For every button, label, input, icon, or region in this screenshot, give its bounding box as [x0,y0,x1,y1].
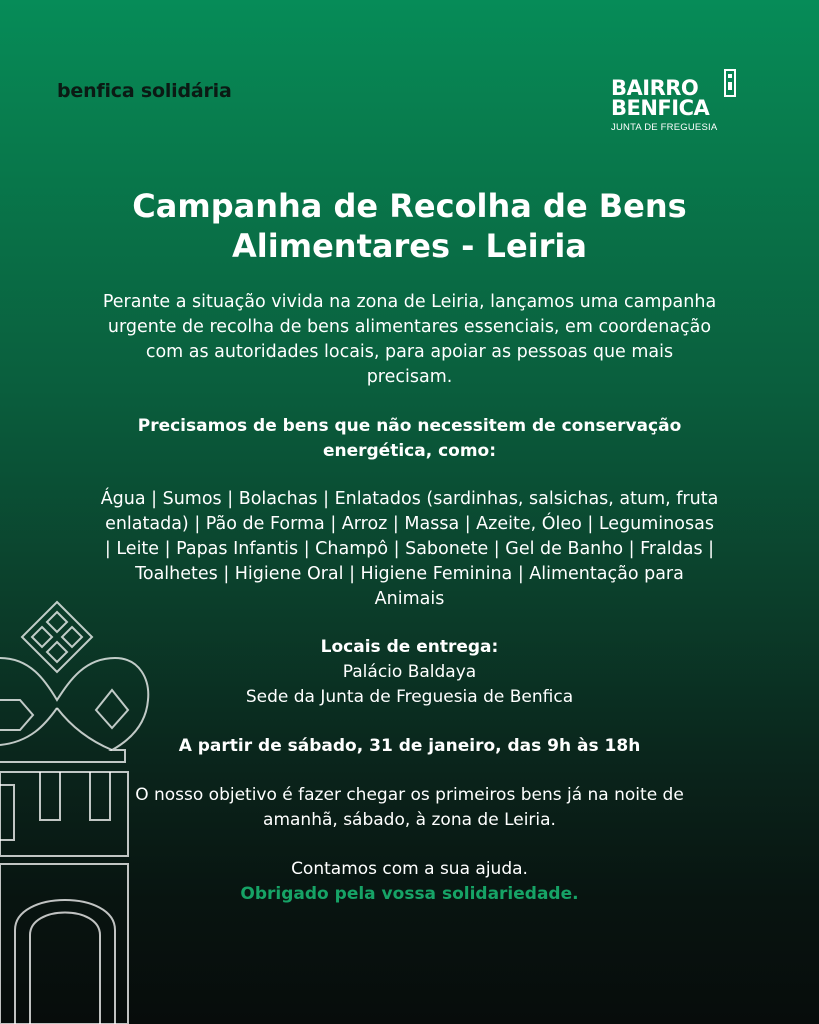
items-line: Toalhetes | Higiene Oral | Higiene Feminina | Alimentação para [135,564,684,584]
intro-line: com as autoridades locais, para apoiar as pessoas que mais [145,342,674,362]
items-line: | Leite | Papas Infantis | Champô | Sabonete | Gel de Banho | Fraldas | [104,539,715,559]
intro-line: urgente de recolha de bens alimentares essenciais, em coordenação [107,317,712,337]
needs-heading-line: Precisamos de bens que não necessitem de conservação [137,416,682,436]
thanks-line: Obrigado pela vossa solidariedade. [240,884,579,904]
items-line: Animais [374,589,445,609]
schedule: A partir de sábado, 31 de janeiro, das 9h às 18h [178,736,641,756]
intro-line: Perante a situação vivida na zona de Leiria, lançamos uma campanha [102,292,717,312]
delivery-place: Sede da Junta de Freguesia de Benfica [245,687,574,707]
title-line: Alimentares - Leiria [232,227,587,265]
items-list [40,487,779,612]
intro-paragraph [40,290,779,390]
title-line: Campanha de Recolha de Bens [132,187,687,225]
logo-line-3: JUNTA DE FREGUESIA [611,122,718,133]
items-line: Água | Sumos | Bolachas | Enlatados (sardinhas, salsichas, atum, fruta [100,489,719,509]
goal-line: amanhã, sábado, à zona de Leiria. [263,810,556,830]
intro-line: precisam. [366,367,453,387]
closing-line: Contamos com a sua ajuda. [291,859,528,879]
page-title [60,186,759,266]
items-line: enlatada) | Pão de Forma | Arroz | Massa | Azeite, Óleo | Leguminosas [105,514,714,534]
goal-line: O nosso objetivo é fazer chegar os primeiros bens já na noite de [135,785,684,805]
needs-heading-line: energética, como: [322,441,497,461]
delivery-place: Palácio Baldaya [342,662,477,682]
needs-heading [40,414,779,464]
brand-name: benfica solidária [57,80,232,102]
bairro-benfica-logo [611,68,741,134]
benfica-emblem-decoration-icon [0,600,160,1024]
tower-icon [723,68,737,98]
delivery-heading: Locais de entrega: [320,637,499,657]
logo-line-2: BENFICA [611,96,710,120]
logo-line-1: BAIRRO [611,76,699,100]
